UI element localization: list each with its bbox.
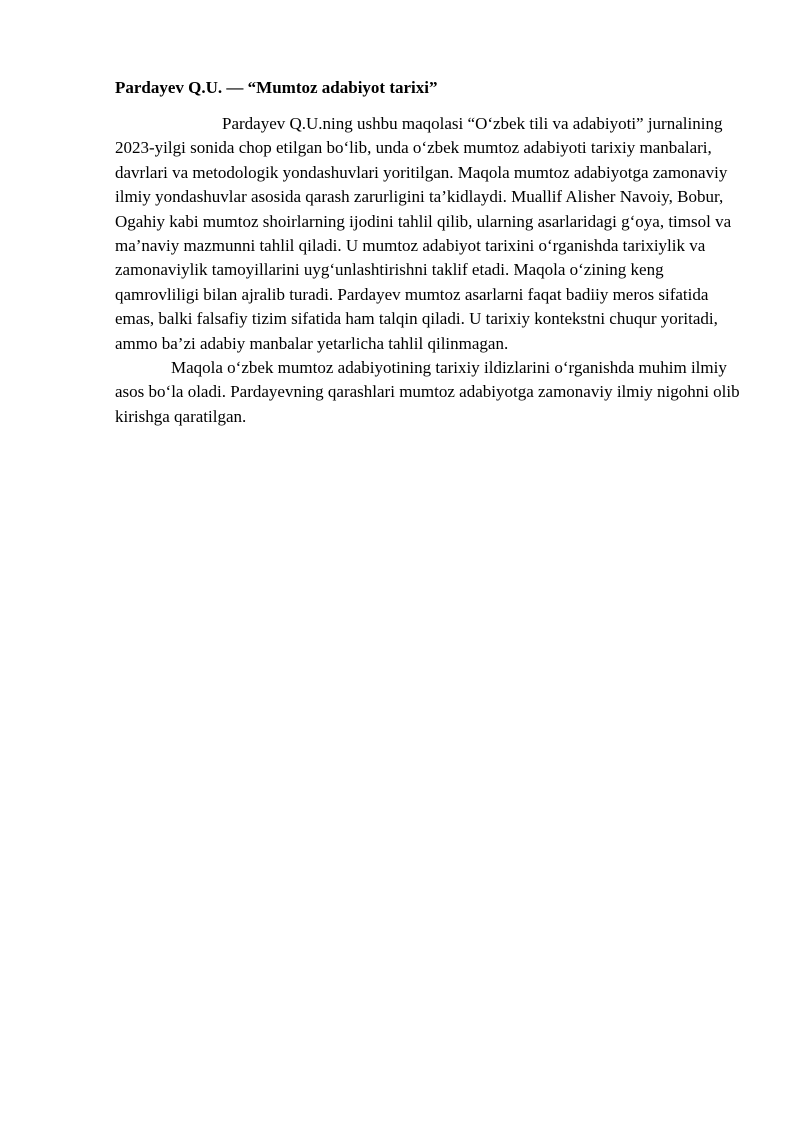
document-body bbox=[115, 76, 745, 429]
document-heading: Pardayev Q.U. — “Mumtoz adabiyot tarixi” bbox=[115, 78, 438, 97]
paragraph-review-summary: Pardayev Q.U.ning ushbu maqolasi “O‘zbek tili va adabiyoti” jurnalining 2023-yilgi sonida chop etilgan bo‘lib, unda o‘zbek mumtoz adabiyoti tarixiy manbalari, davrlari va metodologik yondashuvlari yoritilgan. Maqola mumtoz adabiyotga zamonaviy ilmiy yondashuvlar asosida qarash zarurligini ta’kidlaydi. Muallif Alisher Navoiy, Bobur, Ogahiy kabi mumtoz shoirlarning ijodini tahlil qilib, ularning asarlaridagi g‘oya, timsol va ma’naviy mazmunni tahlil qiladi. U mumtoz adabiyot tarixini o‘rganishda tarixiylik va zamonaviylik tamoyillarini uyg‘unlashtirishni taklif etadi. Maqola o‘zining keng qamrovliligi bilan ajralib turadi. Pardayev mumtoz asarlarni faqat badiiy meros sifatida emas, balki falsafiy tizim sifatida ham talqin qiladi. U tarixiy kontekstni chuqur yoritadi, ammo ba’zi adabiy manbalar yetarlicha tahlil qilinmagan. bbox=[115, 114, 732, 353]
paragraph-conclusion: Maqola o‘zbek mumtoz adabiyotining tarixiy ildizlarini o‘rganishda muhim ilmiy asos bo‘la oladi. Pardayevning qarashlari mumtoz adabiyotga zamonaviy ilmiy nigohni olib kirishga qaratilgan. bbox=[115, 358, 740, 426]
